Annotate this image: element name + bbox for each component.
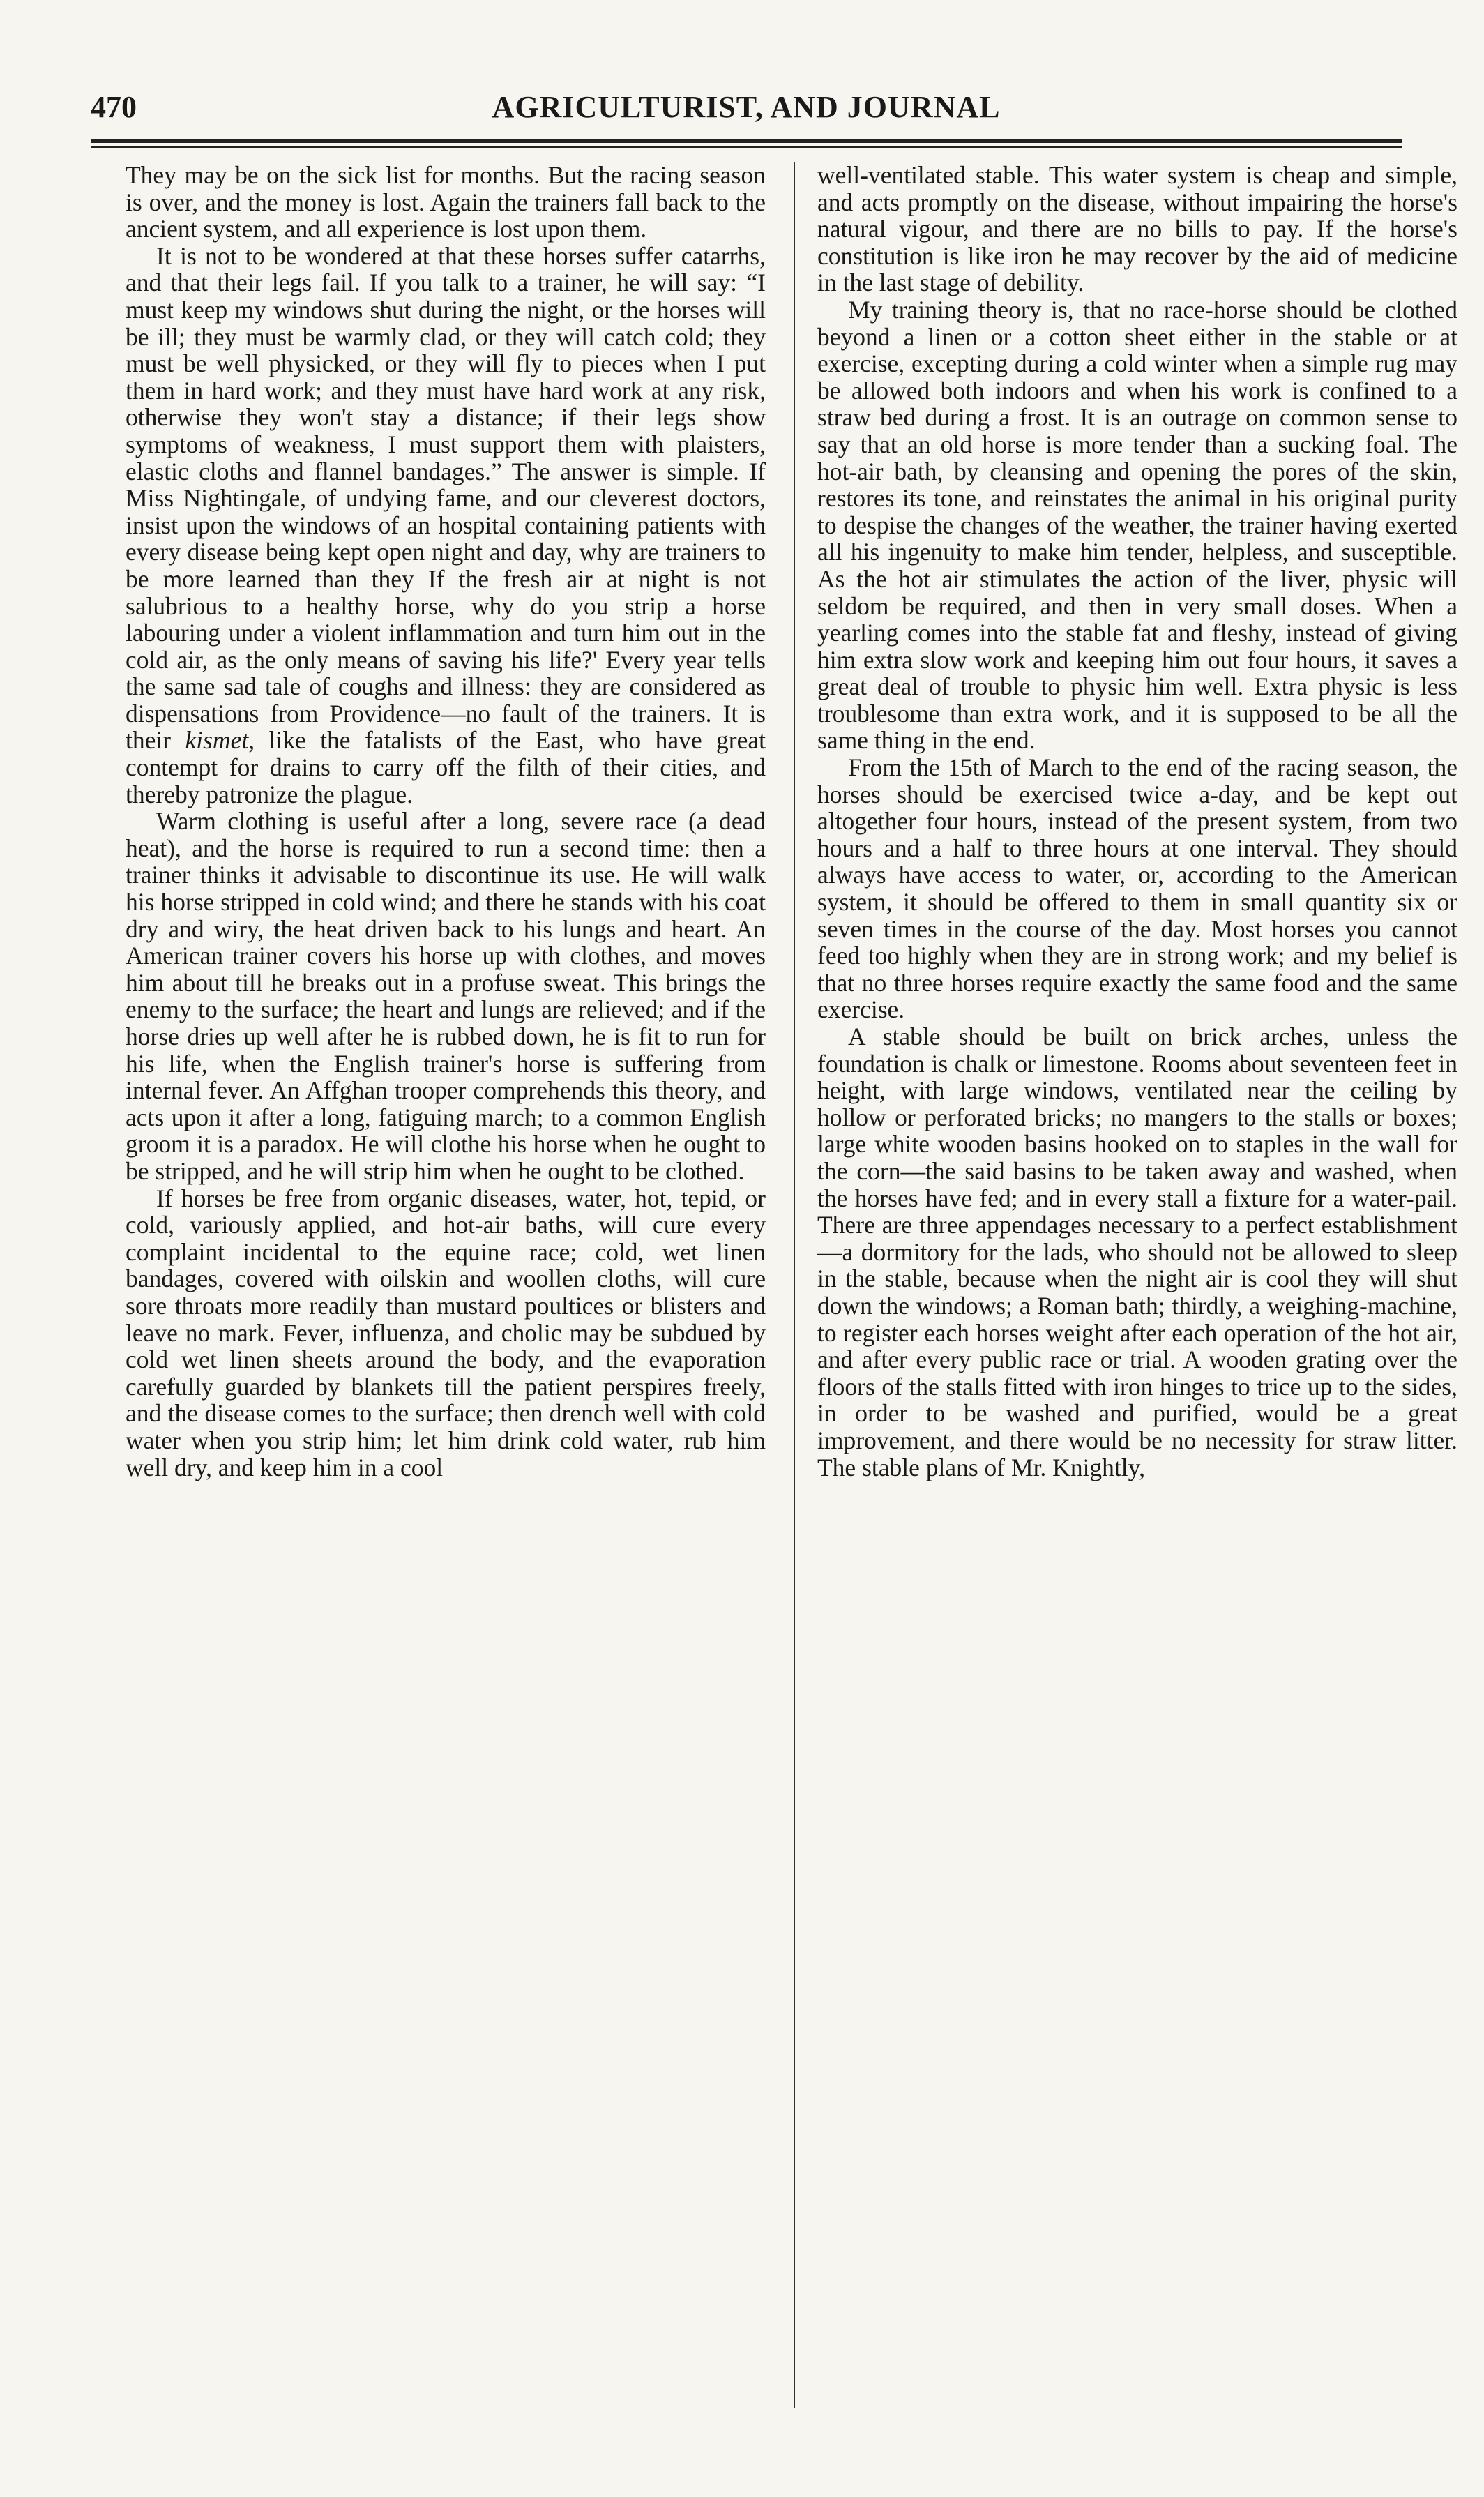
- paragraph: [126, 243, 766, 808]
- paragraph-text: It is not to be wondered at that these horses suffer catarrhs, and that their legs fail. If you talk to a trainer, he will say: “I must keep my windows shut during the night, or the horses will be ill; they must be warmly clad, or they will catch cold; they must be well physicked, or they will fly to pieces when I put them in hard work; and they must have hard work at any risk, otherwise they won't stay a distance; if their legs show symptoms of weakness, I must support them with plaisters, elastic cloths and flannel bandages.” The answer is simple. If Miss Nightingale, of undying fame, and our cleverest doctors, insist upon the windows of an hospital containing patients with every disease being kept open night and day, why are trainers to be more learned than they If the fresh air at night is not salubrious to a healthy horse, why do you strip a horse labouring under a violent inflammation and turn him out in the cold air, as the only means of saving his life?' Every year tells the same sad tale of coughs and illness: they are considered as dispensations from Providence—no fault of the trainers. It is their: [126, 241, 766, 755]
- paragraph: They may be on the sick list for months. But the racing season is over, and the money is lost. Again the trainers fall back to the ancient system, and all experience is lost upon them.: [126, 162, 766, 243]
- paragraph-text-tail: , like the fatalists of the East, who have great contempt for drains to carry off the filth of their cities, and thereby patronize the plague.: [126, 726, 766, 808]
- header-rule-thin: [91, 146, 1402, 148]
- page-header: [91, 89, 1402, 131]
- running-title: AGRICULTURIST, AND JOURNAL: [492, 90, 1001, 124]
- paragraph: My training theory is, that no race-horse should be clothed beyond a linen or a cotton sheet either in the stable or at exercise, excepting during a cold winter when a simple rug may be allowed both indoors and when his work is confined to a straw bed during a frost. It is an outrage on common sense to say that an old horse is more tender than a sucking foal. The hot-air bath, by cleansing and opening the pores of the skin, restores its tone, and reinstates the animal in his original purity to despise the changes of the weather, the trainer having exerted all his ingenuity to make him tender, helpless, and susceptible. As the hot air stimulates the action of the liver, physic will seldom be required, and then in very small doses. When a yearling comes into the stable fat and fleshy, instead of giving him extra slow work and keeping him out four hours, it saves a great deal of trouble to physic him well. Extra physic is less troublesome than extra work, and it is supposed to be all the same thing in the end.: [817, 295, 1458, 755]
- page-number: 470: [91, 90, 137, 124]
- header-rule-thick: [91, 139, 1402, 143]
- paragraph: A stable should be built on brick arches, unless the foundation is chalk or limestone. Rooms about seventeen feet in height, with large windows, ventilated near the ceiling by hollow or perforated bricks; no mangers to the stalls or boxes; large white wooden basins hooked on to staples in the wall for the corn—the said basins to be taken away and washed, when the horses have fed; and in every stall a fixture for a water-pail. There are three appendages necessary to a perfect establishment—a dormitory for the lads, who should not be allowed to sleep in the stable, because when the night air is cool they will shut down the windows; a Roman bath; thirdly, a weighing-machine, to register each horses weight after each operation of the hot air, and after every public race or trial. A wooden grating over the floors of the stalls fitted with iron hinges to trice up to the sides, in order to be washed and purified, would be a great improvement, and there would be no necessity for straw litter. The stable plans of Mr. Knightly,: [817, 1023, 1458, 1481]
- left-column: [126, 162, 766, 2422]
- paragraph: From the 15th of March to the end of the racing season, the horses should be exercised twice a-day, and be kept out altogether four hours, instead of the present system, from two hours and a half to three hours at one interval. They should always have access to water, or, according to the American system, it should be offered to them in small quantity six or seven times in the course of the day. Most horses you cannot feed too highly when they are in strong work; and my belief is that no three horses require exactly the same food and the same exercise.: [817, 753, 1458, 1024]
- column-divider: [794, 162, 795, 2408]
- emphasized-word: kismet: [185, 726, 249, 755]
- paragraph: Warm clothing is useful after a long, severe race (a dead heat), and the horse is required to run a second time: then a trainer thinks it advisable to discontinue its use. He will walk his horse stripped in cold wind; and there he stands with his coat dry and wiry, the heat driven back to his lungs and heart. An American trainer covers his horse up with clothes, and moves him about till he breaks out in a profuse sweat. This brings the enemy to the surface; the heart and lungs are relieved; and if the horse dries up well after he is rubbed down, he is fit to run for his life, when the English trainer's horse is suffering from internal fever. An Affghan trooper comprehends this theory, and acts upon it after a long, fatiguing march; to a common English groom it is a paradox. He will clothe his horse when he ought to be stripped, and he will strip him when he ought to be clothed.: [126, 807, 766, 1185]
- paragraph: If horses be free from organic diseases, water, hot, tepid, or cold, variously applied, and hot-air baths, will cure every complaint incidental to the equine race; cold, wet linen bandages, covered with oilskin and woollen cloths, will cure sore throats more readily than mustard poultices or blisters and leave no mark. Fever, influenza, and cholic may be subdued by cold wet linen sheets around the body, and the evaporation carefully guarded by blankets till the patient perspires freely, and the disease comes to the surface; then drench well with cold water when you strip him; let him drink cold water, rub him well dry, and keep him in a cool: [126, 1184, 766, 1481]
- right-column: [817, 162, 1458, 2422]
- paragraph: well-ventilated stable. This water system is cheap and simple, and acts promptly on the disease, without impairing the horse's natural vigour, and there are no bills to pay. If the horse's constitution is like iron he may recover by the aid of medicine in the last stage of debility.: [817, 162, 1458, 297]
